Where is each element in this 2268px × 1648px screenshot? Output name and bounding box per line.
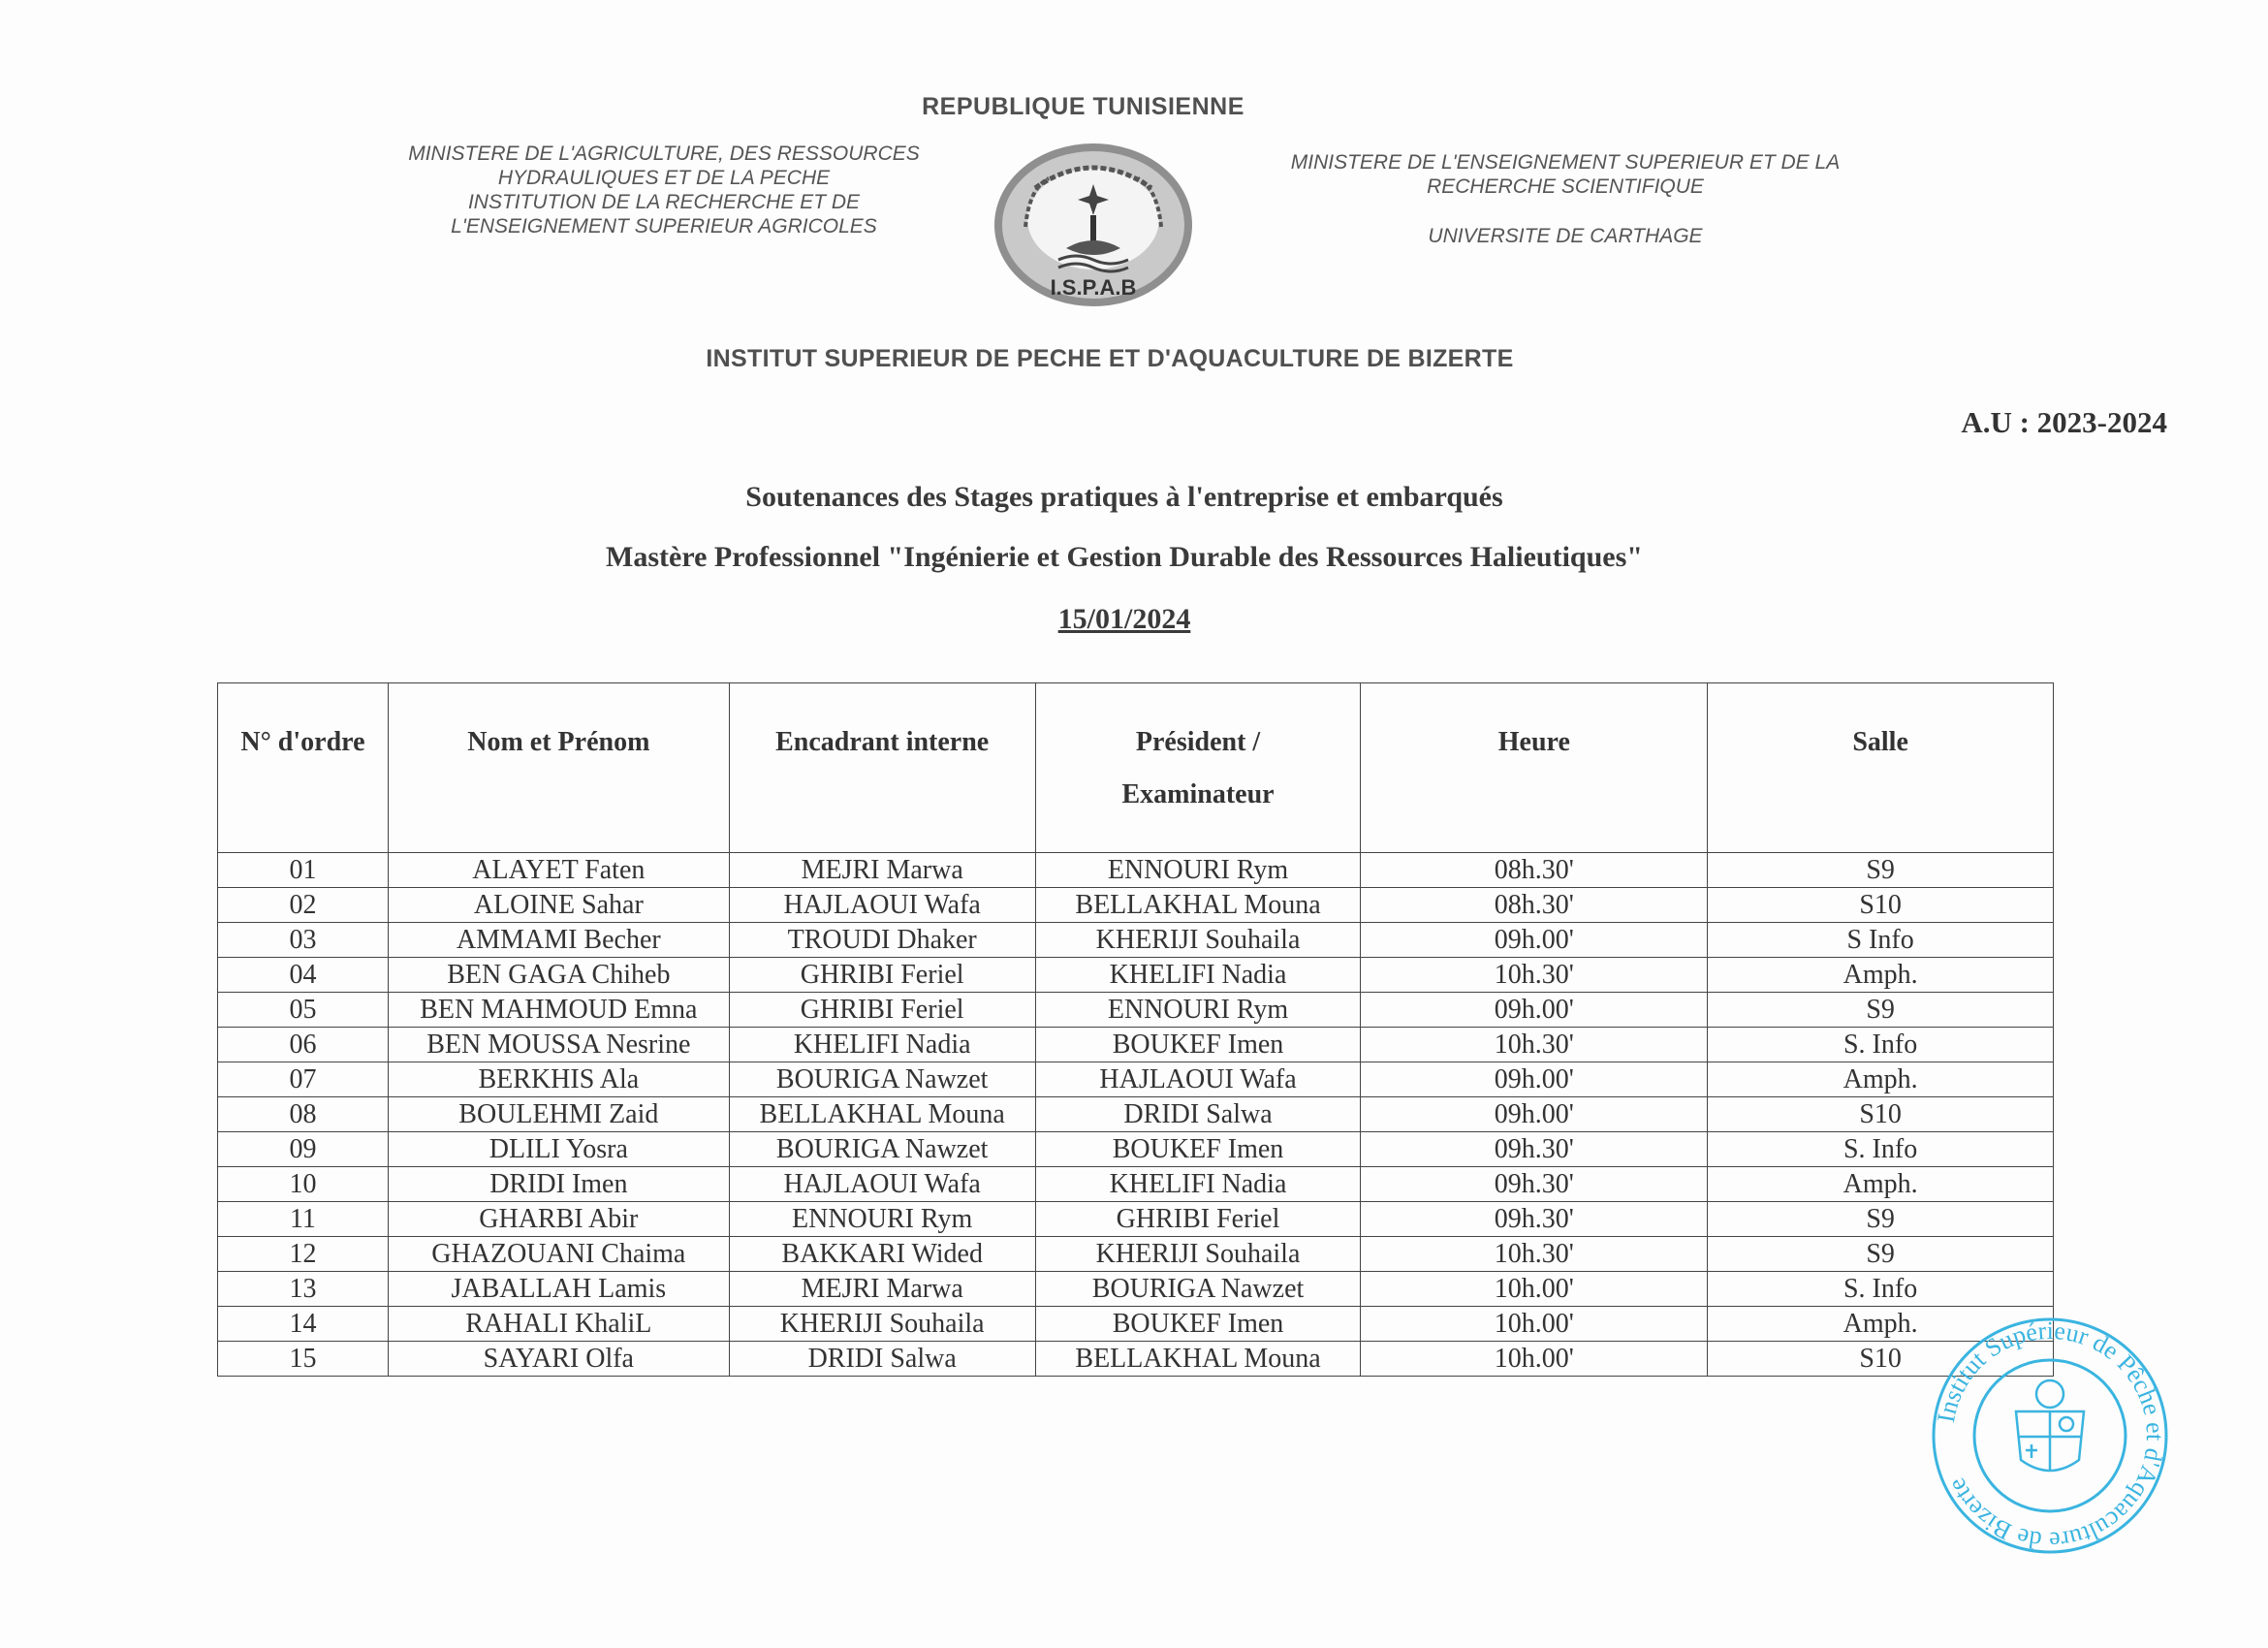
supervisor-cell: KHERIJI Souhaila	[729, 1307, 1035, 1342]
supervisor-cell: MEJRI Marwa	[729, 1272, 1035, 1307]
student-cell: BERKHIS Ala	[388, 1062, 729, 1097]
student-cell: GHARBI Abir	[388, 1202, 729, 1237]
time-cell: 08h.30'	[1361, 888, 1708, 923]
room-cell: S9	[1708, 1202, 2054, 1237]
order-cell: 04	[218, 958, 389, 993]
president-cell: HAJLAOUI Wafa	[1035, 1062, 1361, 1097]
room-cell: S. Info	[1708, 1132, 2054, 1167]
ministry-line: HYDRAULIQUES ET DE LA PECHE	[497, 167, 831, 189]
president-cell: BOURIGA Nawzet	[1035, 1272, 1361, 1307]
order-cell: 08	[218, 1097, 389, 1132]
ispab-logo	[991, 140, 1196, 310]
higher-education-ministry-block	[1250, 150, 1880, 248]
student-cell: ALOINE Sahar	[388, 888, 729, 923]
supervisor-cell: KHELIFI Nadia	[729, 1028, 1035, 1062]
time-cell: 10h.30'	[1361, 958, 1708, 993]
order-cell: 13	[218, 1272, 389, 1307]
table-row	[218, 1237, 2054, 1272]
president-cell: DRIDI Salwa	[1035, 1097, 1361, 1132]
president-cell: BELLAKHAL Mouna	[1035, 888, 1361, 923]
supervisor-cell: BELLAKHAL Mouna	[729, 1097, 1035, 1132]
table-row	[218, 1097, 2054, 1132]
agriculture-ministry-block	[359, 142, 969, 238]
student-cell: BEN MOUSSA Nesrine	[388, 1028, 729, 1062]
header-time: Heure	[1361, 683, 1708, 853]
room-cell: S9	[1708, 853, 2054, 888]
header-room: Salle	[1708, 683, 2054, 853]
header-president-examiner	[1035, 683, 1361, 853]
order-cell: 09	[218, 1132, 389, 1167]
time-cell: 09h.00'	[1361, 1062, 1708, 1097]
table-row	[218, 993, 2054, 1028]
supervisor-cell: TROUDI Dhaker	[729, 923, 1035, 958]
order-cell: 14	[218, 1307, 389, 1342]
student-cell: RAHALI KhaliL	[388, 1307, 729, 1342]
student-cell: BEN MAHMOUD Emna	[388, 993, 729, 1028]
table-row	[218, 1202, 2054, 1237]
institute-name: INSTITUT SUPERIEUR DE PECHE ET D'AQUACULTURE DE BIZERTE	[706, 345, 1514, 372]
header-president-line: Président /	[1135, 727, 1261, 757]
room-cell: S9	[1708, 993, 2054, 1028]
room-cell: Amph.	[1708, 1307, 2054, 1342]
table-header-row	[218, 683, 2054, 853]
president-cell: ENNOURI Rym	[1035, 993, 1361, 1028]
university-name: UNIVERSITE DE CARTHAGE	[1428, 225, 1703, 247]
president-cell: BOUKEF Imen	[1035, 1132, 1361, 1167]
supervisor-cell: ENNOURI Rym	[729, 1202, 1035, 1237]
order-cell: 02	[218, 888, 389, 923]
supervisor-cell: GHRIBI Feriel	[729, 958, 1035, 993]
room-cell: Amph.	[1708, 1167, 2054, 1202]
president-cell: ENNOURI Rym	[1035, 853, 1361, 888]
stamp-text: Institut Supérieur de Pêche et d'Aquaculture de Bizerte	[1932, 1315, 2170, 1556]
table-row	[218, 958, 2054, 993]
student-cell: AMMAMI Becher	[388, 923, 729, 958]
table-row	[218, 1132, 2054, 1167]
supervisor-cell: BAKKARI Wided	[729, 1237, 1035, 1272]
order-cell: 06	[218, 1028, 389, 1062]
time-cell: 10h.30'	[1361, 1237, 1708, 1272]
room-cell: S. Info	[1708, 1272, 2054, 1307]
ministry-line: INSTITUTION DE LA RECHERCHE ET DE	[467, 191, 861, 213]
president-cell: KHELIFI Nadia	[1035, 958, 1361, 993]
supervisor-cell: HAJLAOUI Wafa	[729, 888, 1035, 923]
time-cell: 09h.30'	[1361, 1167, 1708, 1202]
table-row	[218, 1307, 2054, 1342]
president-cell: BOUKEF Imen	[1035, 1028, 1361, 1062]
student-cell: BOULEHMI Zaid	[388, 1097, 729, 1132]
room-cell: S10	[1708, 888, 2054, 923]
student-cell: SAYARI Olfa	[388, 1342, 729, 1377]
defense-date: 15/01/2024	[1057, 603, 1191, 635]
academic-year: A.U : 2023-2024	[1961, 405, 2167, 439]
room-cell: S10	[1708, 1342, 2054, 1377]
order-cell: 03	[218, 923, 389, 958]
ministry-line: MINISTERE DE L'AGRICULTURE, DES RESSOURCES	[408, 143, 920, 165]
president-cell: KHELIFI Nadia	[1035, 1167, 1361, 1202]
room-cell: S Info	[1708, 923, 2054, 958]
president-cell: KHERIJI Souhaila	[1035, 923, 1361, 958]
president-cell: KHERIJI Souhaila	[1035, 1237, 1361, 1272]
student-cell: ALAYET Faten	[388, 853, 729, 888]
time-cell: 09h.00'	[1361, 993, 1708, 1028]
header-internal-supervisor: Encadrant interne	[729, 683, 1035, 853]
student-cell: GHAZOUANI Chaima	[388, 1237, 729, 1272]
ministry-line: MINISTERE DE L'ENSEIGNEMENT SUPERIEUR ET DE LA	[1290, 151, 1841, 174]
time-cell: 09h.30'	[1361, 1202, 1708, 1237]
header-order-number: N° d'ordre	[218, 683, 389, 853]
header-examiner-line: Examinateur	[1121, 779, 1275, 809]
student-cell: DRIDI Imen	[388, 1167, 729, 1202]
president-cell: BELLAKHAL Mouna	[1035, 1342, 1361, 1377]
table-row	[218, 1272, 2054, 1307]
header-student-name: Nom et Prénom	[388, 683, 729, 853]
supervisor-cell: BOURIGA Nawzet	[729, 1132, 1035, 1167]
time-cell: 10h.00'	[1361, 1307, 1708, 1342]
student-cell: DLILI Yosra	[388, 1132, 729, 1167]
supervisor-cell: MEJRI Marwa	[729, 853, 1035, 888]
time-cell: 09h.30'	[1361, 1132, 1708, 1167]
order-cell: 11	[218, 1202, 389, 1237]
ministry-line: L'ENSEIGNEMENT SUPERIEUR AGRICOLES	[451, 215, 877, 238]
republic-heading: REPUBLIQUE TUNISIENNE	[922, 93, 1244, 120]
order-cell: 15	[218, 1342, 389, 1377]
order-cell: 07	[218, 1062, 389, 1097]
room-cell: S. Info	[1708, 1028, 2054, 1062]
time-cell: 10h.00'	[1361, 1342, 1708, 1377]
table-row	[218, 923, 2054, 958]
president-cell: BOUKEF Imen	[1035, 1307, 1361, 1342]
supervisor-cell: DRIDI Salwa	[729, 1342, 1035, 1377]
table-row	[218, 1028, 2054, 1062]
coat-of-arms-icon	[2016, 1380, 2084, 1472]
room-cell: S10	[1708, 1097, 2054, 1132]
time-cell: 10h.30'	[1361, 1028, 1708, 1062]
table-row	[218, 1167, 2054, 1202]
order-cell: 10	[218, 1167, 389, 1202]
table-row	[218, 888, 2054, 923]
document-title: Soutenances des Stages pratiques à l'entreprise et embarqués	[745, 481, 1503, 513]
time-cell: 09h.00'	[1361, 923, 1708, 958]
supervisor-cell: GHRIBI Feriel	[729, 993, 1035, 1028]
order-cell: 12	[218, 1237, 389, 1272]
defense-schedule-table	[217, 682, 2054, 1377]
room-cell: Amph.	[1708, 958, 2054, 993]
room-cell: Amph.	[1708, 1062, 2054, 1097]
program-title: Mastère Professionnel "Ingénierie et Gestion Durable des Ressources Halieutiques"	[606, 541, 1643, 573]
order-cell: 05	[218, 993, 389, 1028]
student-cell: JABALLAH Lamis	[388, 1272, 729, 1307]
table-row	[218, 1062, 2054, 1097]
time-cell: 09h.00'	[1361, 1097, 1708, 1132]
table-row	[218, 1342, 2054, 1377]
student-cell: BEN GAGA Chiheb	[388, 958, 729, 993]
institute-stamp	[1929, 1315, 2171, 1557]
supervisor-cell: HAJLAOUI Wafa	[729, 1167, 1035, 1202]
logo-acronym: I.S.P.A.B	[1050, 275, 1137, 300]
supervisor-cell: BOURIGA Nawzet	[729, 1062, 1035, 1097]
time-cell: 10h.00'	[1361, 1272, 1708, 1307]
president-cell: GHRIBI Feriel	[1035, 1202, 1361, 1237]
room-cell: S9	[1708, 1237, 2054, 1272]
ministry-line: RECHERCHE SCIENTIFIQUE	[1427, 175, 1704, 198]
time-cell: 08h.30'	[1361, 853, 1708, 888]
table-row	[218, 853, 2054, 888]
order-cell: 01	[218, 853, 389, 888]
